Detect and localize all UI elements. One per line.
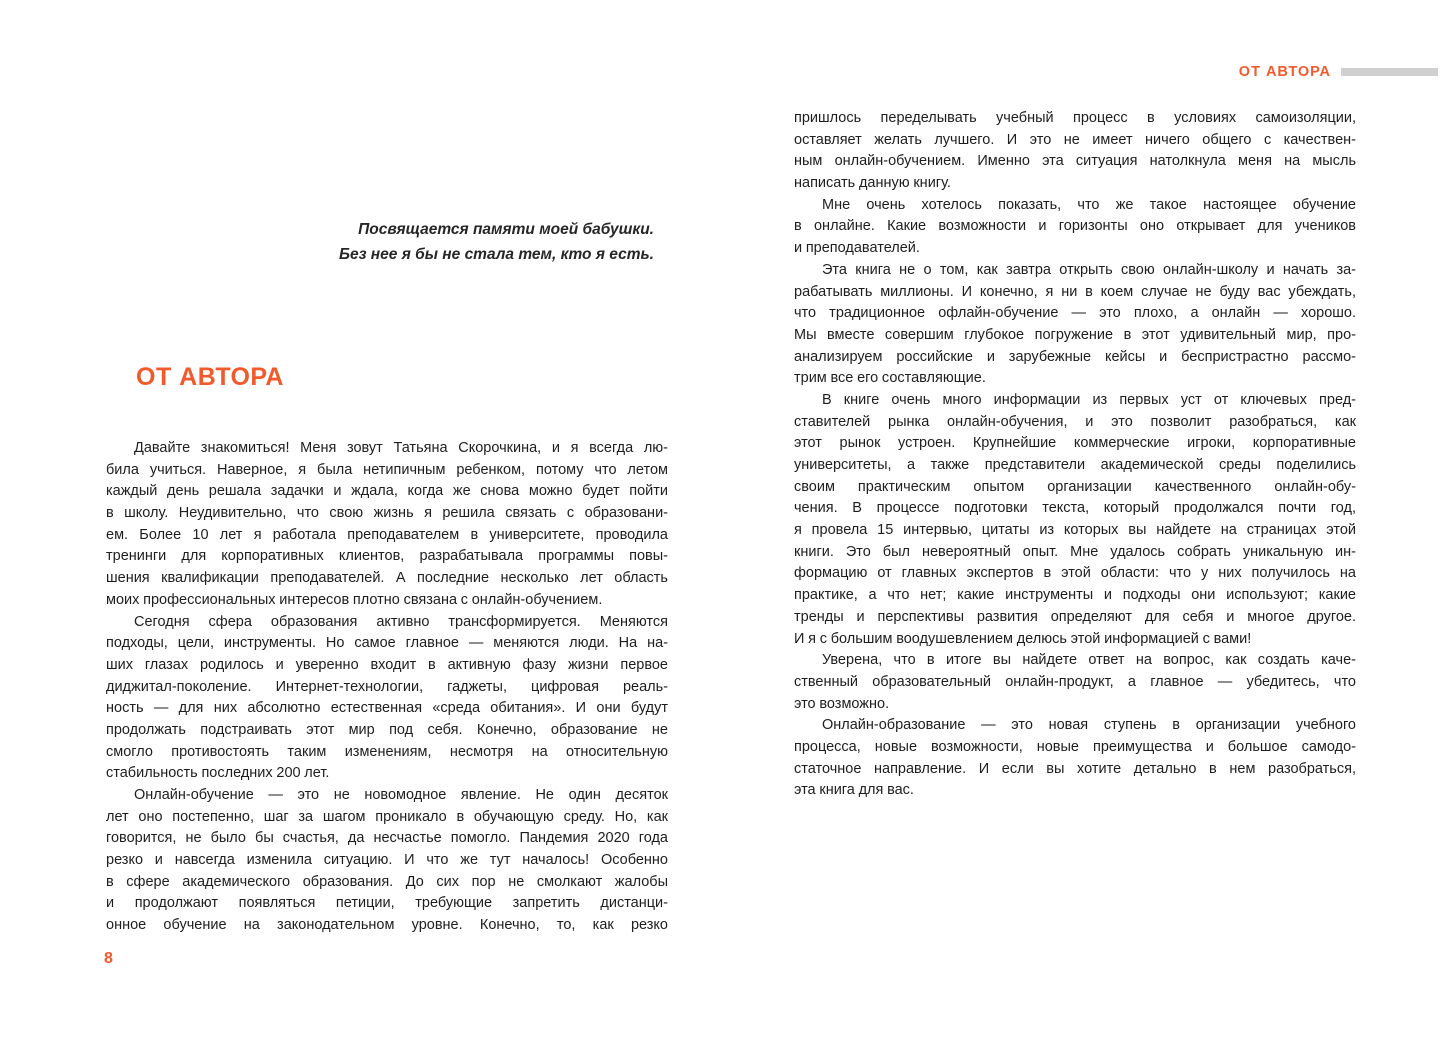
text-line: ным онлайн-обучением. Именно эта ситуация натолкнула меня на мысль <box>794 153 1356 170</box>
text-line: в сфере академического образования. До сих пор не смолкают жалобы <box>106 873 668 890</box>
text-line: это возможно. <box>794 695 890 712</box>
text-line: статочное направление. И если вы хотите детально в нем разобраться, <box>794 760 1356 777</box>
text-line: смогло противостоять таким изменениям, несмотря на относительную <box>106 743 668 760</box>
text-line: и преподавателей. <box>794 240 920 257</box>
text-line: чения. В процессе подготовки текста, который продолжался почти год, <box>794 500 1356 517</box>
dedication-line: Без нее я бы не стала тем, кто я есть. <box>338 246 654 263</box>
left-text-column <box>106 438 668 937</box>
paragraph <box>106 612 668 786</box>
text-line: Давайте знакомиться! Меня зовут Татьяна Скорочкина, и я всегда лю- <box>134 440 668 456</box>
text-line: трим все его составляющие. <box>794 370 986 387</box>
paragraph <box>794 715 1356 802</box>
text-line: практике, а что нет; какие инструменты и подходы они используют; какие <box>794 587 1356 604</box>
text-line: каждый день решала задачки и ждала, когда же снова можно будет пойти <box>106 483 668 500</box>
text-line: тренинги для корпоративных клиентов, разрабатывала программы повы- <box>106 548 668 565</box>
text-line: в онлайне. Какие возможности и горизонты оно открывает для учеников <box>794 218 1356 235</box>
text-line: ственный образовательный онлайн-продукт, а главное — убедитесь, что <box>794 673 1356 690</box>
text-line: что традиционное офлайн-обучение — это плохо, а онлайн — хорошо. <box>794 305 1356 322</box>
paragraph <box>794 260 1356 390</box>
text-line: оставляет желать лучшего. И это не имеет ничего общего с качествен- <box>794 131 1356 148</box>
text-line: моих профессиональных интересов плотно связана с онлайн-обучением. <box>106 591 603 608</box>
text-line: стабильность последних 200 лет. <box>106 765 330 782</box>
paragraph <box>106 438 668 612</box>
paragraph <box>794 650 1356 715</box>
text-line: написать данную книгу. <box>794 175 951 192</box>
text-line: рабатывать миллионы. И конечно, я ни в коем случае не буду вас убеждать, <box>794 283 1356 300</box>
text-line: процесса, новые возможности, новые преимущества и большое самодо- <box>794 738 1356 755</box>
text-line: И я с большим воодушевлением делюсь этой информацией с вами! <box>794 630 1252 647</box>
text-line: Эта книга не о том, как завтра открыть свою онлайн-школу и начать за- <box>822 261 1356 278</box>
text-line: В книге очень много информации из первых уст от ключевых пред- <box>822 391 1356 408</box>
text-line: резко и навсегда изменила ситуацию. И что же тут началось! Особенно <box>106 852 668 869</box>
text-line: в школу. Неудивительно, что свою жизнь я решила связать с образовани- <box>106 505 668 522</box>
text-line: эта книга для вас. <box>794 782 914 799</box>
text-line: ем. Более 10 лет я работала преподавателем в университете, проводила <box>106 526 668 543</box>
text-line: ставителей рынка онлайн-обучения, и это позволит разобраться, как <box>794 413 1356 430</box>
text-line: книги. Это был невероятный опыт. Мне удалось собрать уникальную ин- <box>794 543 1356 560</box>
text-line: Мне очень хотелось показать, что же такое настоящее обучение <box>822 196 1356 213</box>
text-line: формацию от главных экспертов в этой области: что у них получилось на <box>794 565 1356 582</box>
text-line: Уверена, что в итоге вы найдете ответ на вопрос, как создать каче- <box>822 652 1356 669</box>
text-line: диджитал-поколение. Интернет-технологии, гаджеты, цифровая реаль- <box>106 678 668 695</box>
right-text-column <box>794 108 1356 802</box>
text-line: анализируем российские и зарубежные кейсы и беспристрастно рассмо- <box>794 348 1356 365</box>
text-line: онное обучение на законодательном уровне. Конечно, то, как резко <box>106 917 668 934</box>
text-line: Онлайн-обучение — это не новомодное явление. Не один десяток <box>134 787 668 803</box>
text-line: этот рынок устроен. Крупнейшие коммерческие игроки, корпоративные <box>794 435 1356 452</box>
text-line: лет оно постепенно, шаг за шагом проникало в обучающую среду. Но, как <box>106 808 668 825</box>
text-line: Мы вместе совершим глубокое погружение в этот удивительный мир, про- <box>794 326 1356 343</box>
paragraph <box>794 108 1356 195</box>
dedication-line: Посвящается памяти моей бабушки. <box>358 221 654 238</box>
page-number: 8 <box>104 950 113 967</box>
running-head-bar <box>1341 68 1438 76</box>
text-line: Сегодня сфера образования активно трансформируется. Меняются <box>134 613 668 630</box>
text-line: говорится, не было бы счастья, да несчастье помогло. Пандемия 2020 года <box>106 830 668 847</box>
text-line: ших глазах родилось и уверенно входит в активную фазу жизни первое <box>106 656 668 673</box>
text-line: шения квалификации преподавателей. А последние несколько лет область <box>106 570 668 587</box>
running-head-title: ОТ АВТОРА <box>1238 64 1331 80</box>
text-line: била учиться. Наверное, я была нетипичным ребенком, потому что летом <box>106 461 668 478</box>
dedication <box>106 217 654 267</box>
paragraph <box>106 785 668 937</box>
text-line: продолжать подстраивать этот мир под себя. Конечно, образование не <box>106 721 668 738</box>
text-line: ность — для них абсолютно естественная «среда обитания». И они будут <box>106 700 668 717</box>
text-line: тренды и перспективы развития определяют для себя и многое другое. <box>794 608 1356 625</box>
text-line: своим практическим опытом организации качественного онлайн-обу- <box>794 478 1356 495</box>
text-line: пришлось переделывать учебный процесс в условиях самоизоляции, <box>794 110 1356 126</box>
text-line: я провела 15 интервью, цитаты из которых вы найдете на страницах этой <box>794 522 1356 539</box>
section-heading: ОТ АВТОРА <box>136 363 284 391</box>
text-line: и продолжают появляться петиции, требующие запретить дистанци- <box>106 895 668 912</box>
paragraph <box>794 390 1356 650</box>
text-line: Онлайн-образование — это новая ступень в организации учебного <box>822 717 1356 734</box>
text-line: подходы, цели, инструменты. Но самое главное — меняются люди. На на- <box>106 635 668 652</box>
paragraph <box>794 195 1356 260</box>
running-head <box>1239 64 1438 80</box>
text-line: университеты, а также представители академической среды поделились <box>794 457 1356 473</box>
